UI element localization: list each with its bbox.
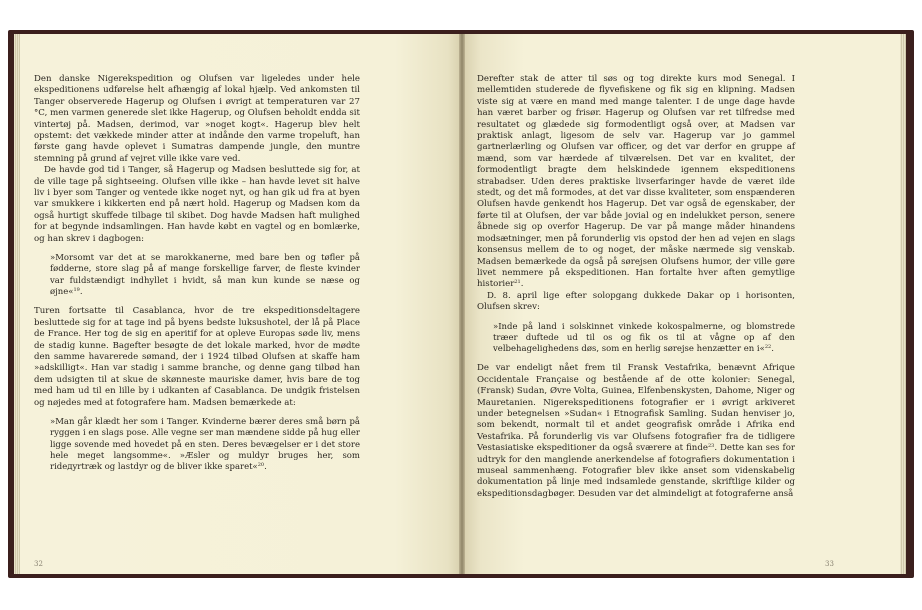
quote-text: »Man går klædt her som i Tanger. Kvinderne bærer deres små børn på ryggen i en slags pose. Alle vegne ser man mændene sidde på hug eller ligge sovende med hovedet på en sten. Deres bevægelser er i det store hele meget langsomme«. »Æsler og muldyr bruges her, som rideдyrtræk og lastdyr og de bliver ikke sparet« xyxy=(50,416,360,473)
quote-text: »Inde på land i solskinnet vinkede kokospalmerne, og blomstrede træer duftede ud til os og fik os til at vågne op af den velbehagelighedens døs, som en herlig sørejse henzætter en i« xyxy=(493,321,795,355)
paragraph: Turen fortsatte til Casablanca, hvor de tre ekspeditionsdeltagere besluttede sig for at tage ind på byens bedste luksushotel, der lå på Place de France. Her tog de sig en aperitif for at opleve Europas søde liv, mens de stadig kunne. Bagefter besøgte de det lokale marked, hvor de mødte den samme havarerede sømand, der i 1924 tilbød Olufsen at skaffe ham »adskilligt«. Han var stadig i samme branche, og denne gang tilbød han dem udsigten til at skue de skønneste mauriske damer, hvis bare de tog med ham ud til en lille by i udkanten af Casablanca. De undgik fristelsen og nøjedes med at fotografere ham. Madsen bemærkede at: xyxy=(34,306,360,408)
block-quote: »Morsomt var det at se marokkanerne, med bare ben og tøfler på fødderne, store slag på af mange forskellige farver, de fleste kvinder var fuldstændigt indhyllet i hvidt, så man kun kunde se næse og øjne«$^{19}$. xyxy=(50,253,360,297)
page-edge-right xyxy=(900,34,906,574)
paragraph: Den danske Nigerekspedition og Olufsen var ligeledes under hele ekspeditionens udførelse helt afhængig af lokal hjælp. Ved ankomsten til Tanger observerede Hagerup og Olufsen i øvrigt at temperaturen var 27 °C, men varmen generede slet ikke Hagerup, og Olufsen beholdt endda sit vintertøj på. Madsen, derimod, var »noget kogt«. Hagerup blev helt opstemt: det vækkede minder atter at indånde den varme tropeluft, han første gang havde oplevet i Sumatras dampende jungle, den muntre stemning på grund af vejret ville ikke vare ved. xyxy=(34,74,360,164)
page-number: 33 xyxy=(825,560,834,568)
footnote-ref: 21 xyxy=(514,279,521,286)
left-page xyxy=(20,34,461,574)
paragraph: Derefter stak de atter til søs og tog direkte kurs mod Senegal. I mellemtiden studerede de flyvefiskene og fik sig en klipning. Madsen viste sig at være en mand med mange talenter. I de unge dage havde han været barber og frisør. Hagerup og Olufsen var ret tilfredse med resultatet og glædede sig formodentligt også over, at Madsen var praktisk anlagt, ligesom de selv var. Hagerup var jo gammel gartnerlærling og Olufsen var officer, og det var derfor en gruppe af mænd, som var hærdede af tilværelsen. Det var en kvalitet, der formodentligt bragte dem helskindede igennem ekspeditionens strabadser. Uden deres praktiske livserfaringer havde de været ilde stedt, og det må formodes, at det var disse kvaliteter, som enspænderen Olufsen havde genkendt hos Hagerup. Det var også de egenskaber, der førte til at Olufsen, der var både jovial og en indelukket person, senere åbnede sig op overfor Hagerup. De var på mange måder hinandens modsætninger, men på forunderlig vis opstod der hen ad vejen en slags konsensus mellem de to og noget, der måske nærmede sig venskab. Madsen bemærkede da også på sørejsen Olufsens humor, der ville gøre livet nemmere på ekspeditionen. Han fortalte hver aften gemytlige historier$^{21}$. xyxy=(477,74,795,290)
right-page xyxy=(463,34,900,574)
paragraph: De havde god tid i Tanger, så Hagerup og Madsen besluttede sig for, at de ville tage på sightseeing. Olufsen ville ikke – han havde levet sit halve liv i byer som Tanger og ventede ikke noget nyt, og han gik ud fra at byen var smukkere i kikkerten end på nært hold. Hagerup og Madsen kom da også hurtigt skuffede tilbage til skibet. Dog havde Madsen haft mulighed for at begynde indsamlingen. Han havde købt en vagtel og en bomlærke, og han skrev i dagbogen: xyxy=(34,165,360,244)
footnote-ref: 22 xyxy=(764,344,772,351)
footnote-ref: 20 xyxy=(257,462,265,469)
block-quote: »Man går klædt her som i Tanger. Kvinderne bærer deres små børn på ryggen i en slags pose. Alle vegne ser man mændene sidde på hug eller ligge sovende med hovedet på en sten. Deres bevægelser er i det store hele meget langsomme«. »Æsler og muldyr bruges her, som rideдyrtræk og lastdyr og de bliver ikke sparet«$^{20}$. xyxy=(50,416,360,473)
book-gutter xyxy=(459,34,465,574)
paragraph-text: De var endeligt nået frem til Fransk Vestafrika, benævnt Afrique Occidentale Française og bestående af de otte kolonier: Senegal, (Fransk) Sudan, Øvre Volta, Guinea, Elfenbenskysten, Dahome, Niger og Mauretanien. Nigerekspeditionens fotografier er i øvrigt arkiveret under betegnelsen »Sudan« i Etnografisk Samling. Sudan henviser jo, som bekendt, normalt til et andet geografisk område i Afrika end Vestafrika. På forunderlig vis var Olufsens fotografier fra de tidligere Vestasiatiske ekspeditioner da også sværere at finde xyxy=(477,363,795,454)
right-page-text xyxy=(477,74,795,500)
paragraph: D. 8. april lige efter solopgang dukkede Dakar op i horisonten, Olufsen skrev: xyxy=(477,290,795,313)
paragraph-text: . Dette kan ses for udtryk for den manglende anerkendelse af fotografiers dokumentation i museal sammenhæng. Fotografier blev ikke anset som videnskabelig dokumentation på linje med indsamlede genstande, skriftlige kilder og ekspeditionsdagbøger. Desuden var det almindeligt at fotograferne anså xyxy=(477,443,795,499)
footnote-ref: 19 xyxy=(73,286,80,293)
page-number: 32 xyxy=(34,560,43,568)
block-quote: »Inde på land i solskinnet vinkede kokospalmerne, og blomstrede træer duftede ud til os og fik os til at vågne op af den velbehagelighedens døs, som en herlig sørejse henzætter en i«$^{22}$. xyxy=(493,321,795,355)
paragraph-text: Derefter stak de atter til søs og tog direkte kurs mod Senegal. I mellemtiden studerede de flyvefiskene og fik sig en klipning. Madsen viste sig at være en mand med mange talenter. I de unge dage havde han været barber og frisør. Hagerup og Olufsen var ret tilfredse med resultatet og glædede sig formodentligt også over, at Madsen var praktisk anlagt, ligesom de selv var. Hagerup var jo gammel gartnerlærling og Olufsen var officer, og det var derfor en gruppe af mænd, som var hærdede af tilværelsen. Det var en kvalitet, der formodentligt bragte dem helskindede igennem ekspeditionens strabadser. Uden deres praktiske livserfaringer havde de været ilde stedt, og det må formodes, at det var disse kvaliteter, som enspænderen Olufsen havde genkendt hos Hagerup. Det var også de egenskaber, der førte til at Olufsen, der var både jovial og en indelukket person, senere åbnede sig op overfor Hagerup. De var på mange måder hinandens modsætninger, men på forunderlig vis opstod der hen ad vejen en slags konsensus mellem de to og noget, der måske nærmede sig venskab. Madsen bemærkede da også på sørejsen Olufsens humor, der ville gøre livet nemmere på ekspeditionen. Han fortalte hver aften gemytlige historier xyxy=(477,74,795,290)
paragraph xyxy=(477,363,795,500)
left-page-text xyxy=(34,74,360,481)
quote-text: »Morsomt var det at se marokkanerne, med bare ben og tøfler på fødderne, store slag på af mange forskellige farver, de fleste kvinder var fuldstændigt indhyllet i hvidt, så man kun kunde se næse og øjne« xyxy=(50,253,360,297)
footnote-ref: 23 xyxy=(707,443,715,450)
